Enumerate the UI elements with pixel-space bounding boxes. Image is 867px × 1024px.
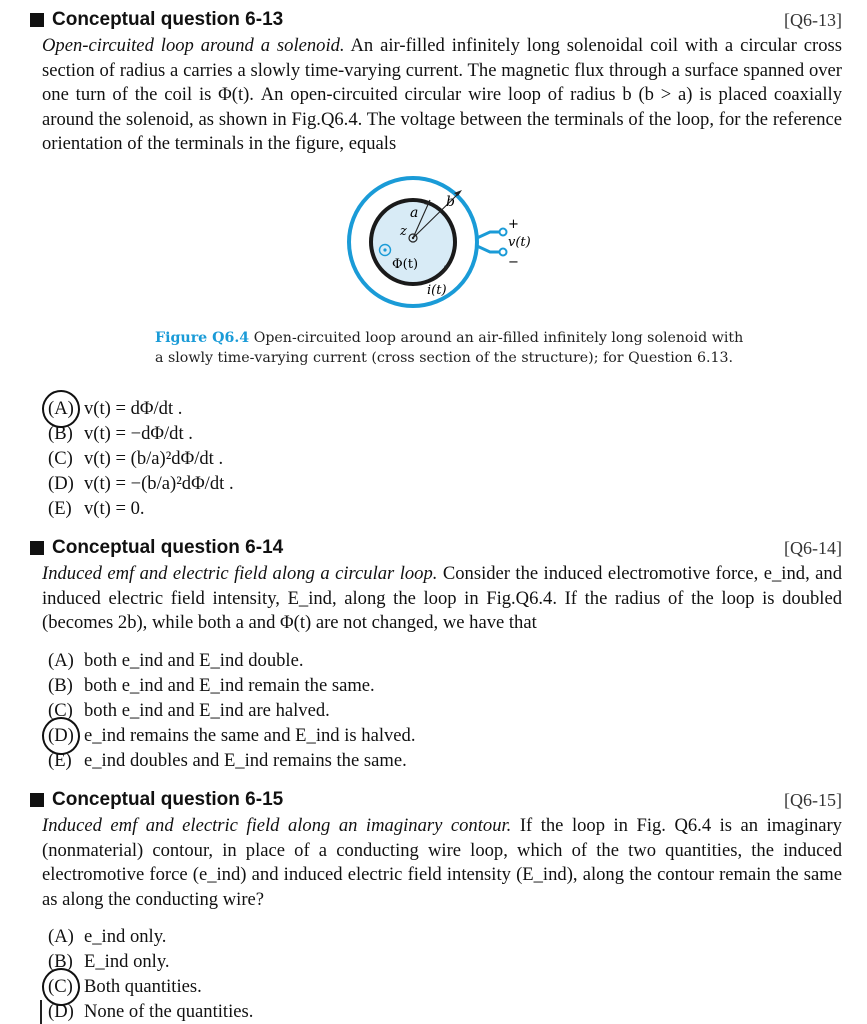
option-text: e_ind remains the same and E_ind is halved. (84, 724, 416, 746)
label-b: b (446, 194, 455, 210)
label-current: i(t) (427, 283, 447, 298)
option-label: (D) (48, 723, 84, 748)
option-c[interactable] (48, 446, 842, 471)
terminal-lead-bottom (477, 246, 500, 252)
question-title: Conceptual question 6-14 (52, 537, 284, 558)
question-text (28, 34, 842, 157)
option-c[interactable] (48, 698, 842, 723)
option-label: (C) (48, 699, 73, 721)
solenoid-loop-diagram (340, 170, 560, 310)
question-tag: [Q6-14] (784, 538, 842, 558)
answer-options (48, 396, 842, 521)
option-label: (A) (48, 649, 74, 671)
question-header (28, 8, 842, 34)
option-text: both e_ind and E_ind remain the same. (84, 674, 375, 696)
question-6-14 (28, 536, 842, 773)
option-label: (E) (48, 498, 72, 519)
question-lead: Open-circuited loop around a solenoid. (42, 35, 345, 56)
flux-dot-center (383, 248, 386, 251)
option-label: (B) (48, 423, 73, 444)
square-bullet-icon (30, 793, 44, 807)
option-a[interactable] (48, 924, 842, 949)
question-lead: Induced emf and electric field along an imaginary contour. (42, 815, 512, 836)
option-text: e_ind doubles and E_ind remains the same. (84, 749, 407, 771)
question-text (28, 814, 842, 912)
option-b[interactable] (48, 673, 842, 698)
question-text (28, 562, 842, 636)
option-text: Both quantities. (84, 976, 202, 997)
option-label: (E) (48, 749, 72, 771)
option-c[interactable] (48, 974, 842, 999)
terminal-minus (500, 249, 507, 256)
option-text: v(t) = dΦ/dt . (84, 398, 183, 419)
option-label: (B) (48, 674, 73, 696)
terminal-plus (500, 229, 507, 236)
option-label: (A) (48, 926, 74, 947)
label-z: z (400, 224, 407, 239)
option-d[interactable] (48, 471, 842, 496)
options-6-13 (28, 384, 842, 521)
option-text: v(t) = (b/a)²dΦ/dt . (84, 448, 224, 469)
option-text: v(t) = −(b/a)²dΦ/dt . (84, 473, 234, 494)
question-title: Conceptual question 6-13 (52, 9, 284, 30)
option-label: (A) (48, 396, 84, 421)
question-header (28, 536, 842, 562)
option-text: None of the quantities. (84, 1001, 254, 1022)
figure-q6-4 (340, 170, 560, 310)
question-6-15 (28, 788, 842, 1024)
question-body: Consider the induced electromotive force, e_ind, and induced electric field intensity, E_ind, along the loop in Fig.Q6.4. If the radius of the loop is doubled (becomes 2b), while both a and Φ(t) are not changed, we have that (42, 563, 842, 633)
answer-options (48, 924, 842, 1024)
option-text: e_ind only. (84, 926, 167, 947)
question-6-13 (28, 8, 842, 157)
square-bullet-icon (30, 13, 44, 27)
question-body: An air-filled infinitely long solenoidal coil with a circular cross section of radius a carries a slowly time-varying current. The magnetic flux through a surface spanned over one turn of the coil is Φ(t). An open-circuited circular wire loop of radius b (b > a) is placed coaxially around the solenoid, as shown in Fig.Q6.4. The voltage between the terminals of the loop, for the reference orientation of the terminals in the figure, equals (42, 35, 842, 154)
question-tag: [Q6-13] (784, 10, 842, 30)
option-a[interactable] (48, 648, 842, 673)
label-a: a (410, 205, 419, 221)
option-b[interactable] (48, 421, 842, 446)
question-lead: Induced emf and electric field along a circular loop. (42, 563, 438, 584)
option-label: (C) (48, 448, 73, 469)
option-d[interactable] (48, 999, 842, 1024)
margin-change-bar (40, 1000, 42, 1024)
option-text: v(t) = −dΦ/dt . (84, 423, 193, 444)
option-e[interactable] (48, 496, 842, 521)
question-header (28, 788, 842, 814)
option-label: (D) (48, 473, 74, 494)
option-text: both e_ind and E_ind are halved. (84, 699, 330, 721)
option-e[interactable] (48, 748, 842, 773)
question-body: If the loop in Fig. Q6.4 is an imaginary (nonmaterial) contour, in place of a conducting wire loop, which of the two quantities, the induced electromotive force (e_ind) and induced electric field intensity (E_ind), along the contour remain the same as along the conducting wire? (42, 815, 842, 910)
figure-caption (155, 328, 755, 368)
label-voltage: v(t) (508, 235, 531, 250)
square-bullet-icon (30, 541, 44, 555)
terminal-lead-top (477, 232, 500, 238)
question-tag: [Q6-15] (784, 790, 842, 810)
option-b[interactable] (48, 949, 842, 974)
label-phi: Φ(t) (392, 257, 419, 272)
option-text: E_ind only. (84, 951, 170, 972)
option-label: (D) (48, 1001, 74, 1022)
label-minus: − (508, 255, 519, 270)
option-text: both e_ind and E_ind double. (84, 649, 304, 671)
caption-label: Figure Q6.4 (155, 330, 250, 346)
option-text: v(t) = 0. (84, 498, 145, 519)
option-label: (B) (48, 951, 73, 972)
caption-text: Open-circuited loop around an air-filled infinitely long solenoid with a slowly time-varying current (cross section of the structure); for Question 6.13. (155, 330, 744, 366)
option-a[interactable] (48, 396, 842, 421)
label-plus: + (508, 217, 519, 232)
question-title: Conceptual question 6-15 (52, 789, 284, 810)
option-label: (C) (48, 974, 84, 999)
option-d[interactable] (48, 723, 842, 748)
answer-options (48, 648, 842, 773)
